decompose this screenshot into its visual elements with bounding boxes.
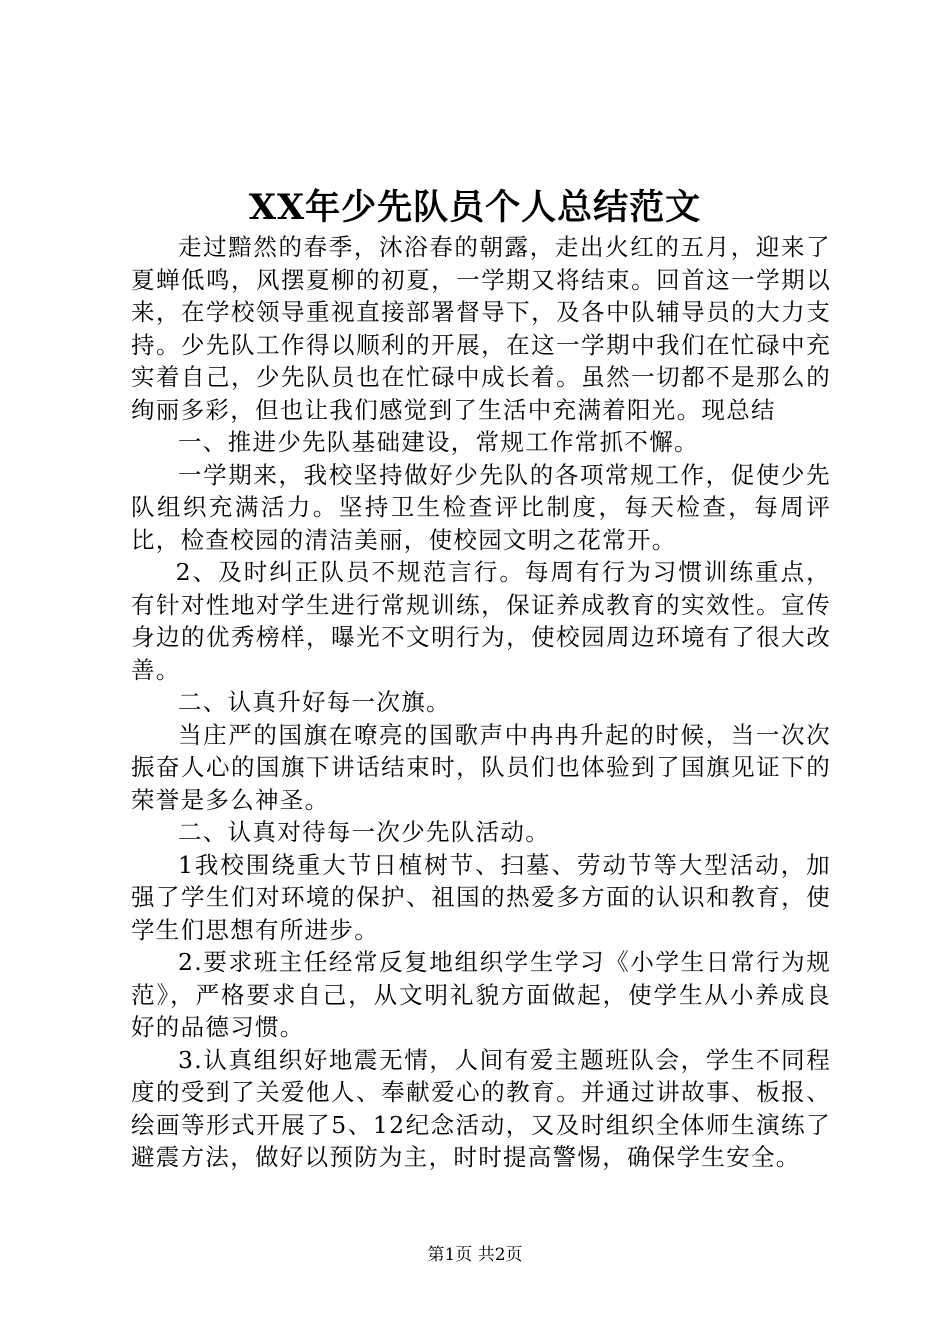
paragraph: 1我校围绕重大节日植树节、扫墓、劳动节等大型活动，加强了学生们对环境的保护、祖国的热爱多方面的认识和教育，使学生们思想有所进步。 <box>131 850 831 944</box>
paragraph: 2、及时纠正队员不规范言行。每周有行为习惯训练重点，有针对性地对学生进行常规训练，保证养成教育的实效性。宣传身边的优秀榜样，曝光不文明行为，使校园周边环境有了很大改善。 <box>131 558 831 684</box>
paragraph: 3.认真组织好地震无情，人间有爱主题班队会，学生不同程度的受到了关爱他人、奉献爱心的教育。并通过讲故事、板报、绘画等形式开展了5、12纪念活动，又及时组织全体师生演练了避震方法，做好以预防为主，时时提高警惕，确保学生安全。 <box>131 1045 831 1171</box>
paragraph: 2.要求班主任经常反复地组织学生学习《小学生日常行为规范》，严格要求自己，从文明礼貌方面做起，使学生从小养成良好的品德习惯。 <box>131 948 831 1041</box>
document-title: XX年少先队员个人总结范文 <box>248 187 702 228</box>
paragraph: 当庄严的国旗在嘹亮的国歌声中冉冉升起的时候，当一次次振奋人心的国旗下讲话结束时，队员们也体验到了国旗见证下的荣誉是多么神圣。 <box>131 720 831 814</box>
page-number: 第1页 共2页 <box>427 1245 523 1265</box>
section-heading-1: 一、推进少先队基础建设，常规工作常抓不懈。 <box>178 428 699 456</box>
paragraph: 一学期来，我校坚持做好少先队的各项常规工作，促使少先队组织充满活力。坚持卫生检查评比制度，每天检查，每周评比，检查校园的清洁美丽，使校园文明之花常开。 <box>131 460 831 554</box>
document-body <box>131 231 831 1174</box>
paragraph-intro: 走过黯然的春季，沐浴春的朝露，走出火红的五月，迎来了夏蝉低鸣，风摆夏柳的初夏，一学期又将结束。回首这一学期以来，在学校领导重视直接部署督导下，及各中队辅导员的大力支持。少先队工作得以顺利的开展，在这一学期中我们在忙碌中充实着自己，少先队员也在忙碌中成长着。虽然一切都不是那么的绚丽多彩，但也让我们感觉到了生活中充满着阳光。现总结 <box>131 233 831 424</box>
section-heading-3: 二、认真对待每一次少先队活动。 <box>178 818 550 846</box>
section-heading-2: 二、认真升好每一次旗。 <box>178 688 451 716</box>
